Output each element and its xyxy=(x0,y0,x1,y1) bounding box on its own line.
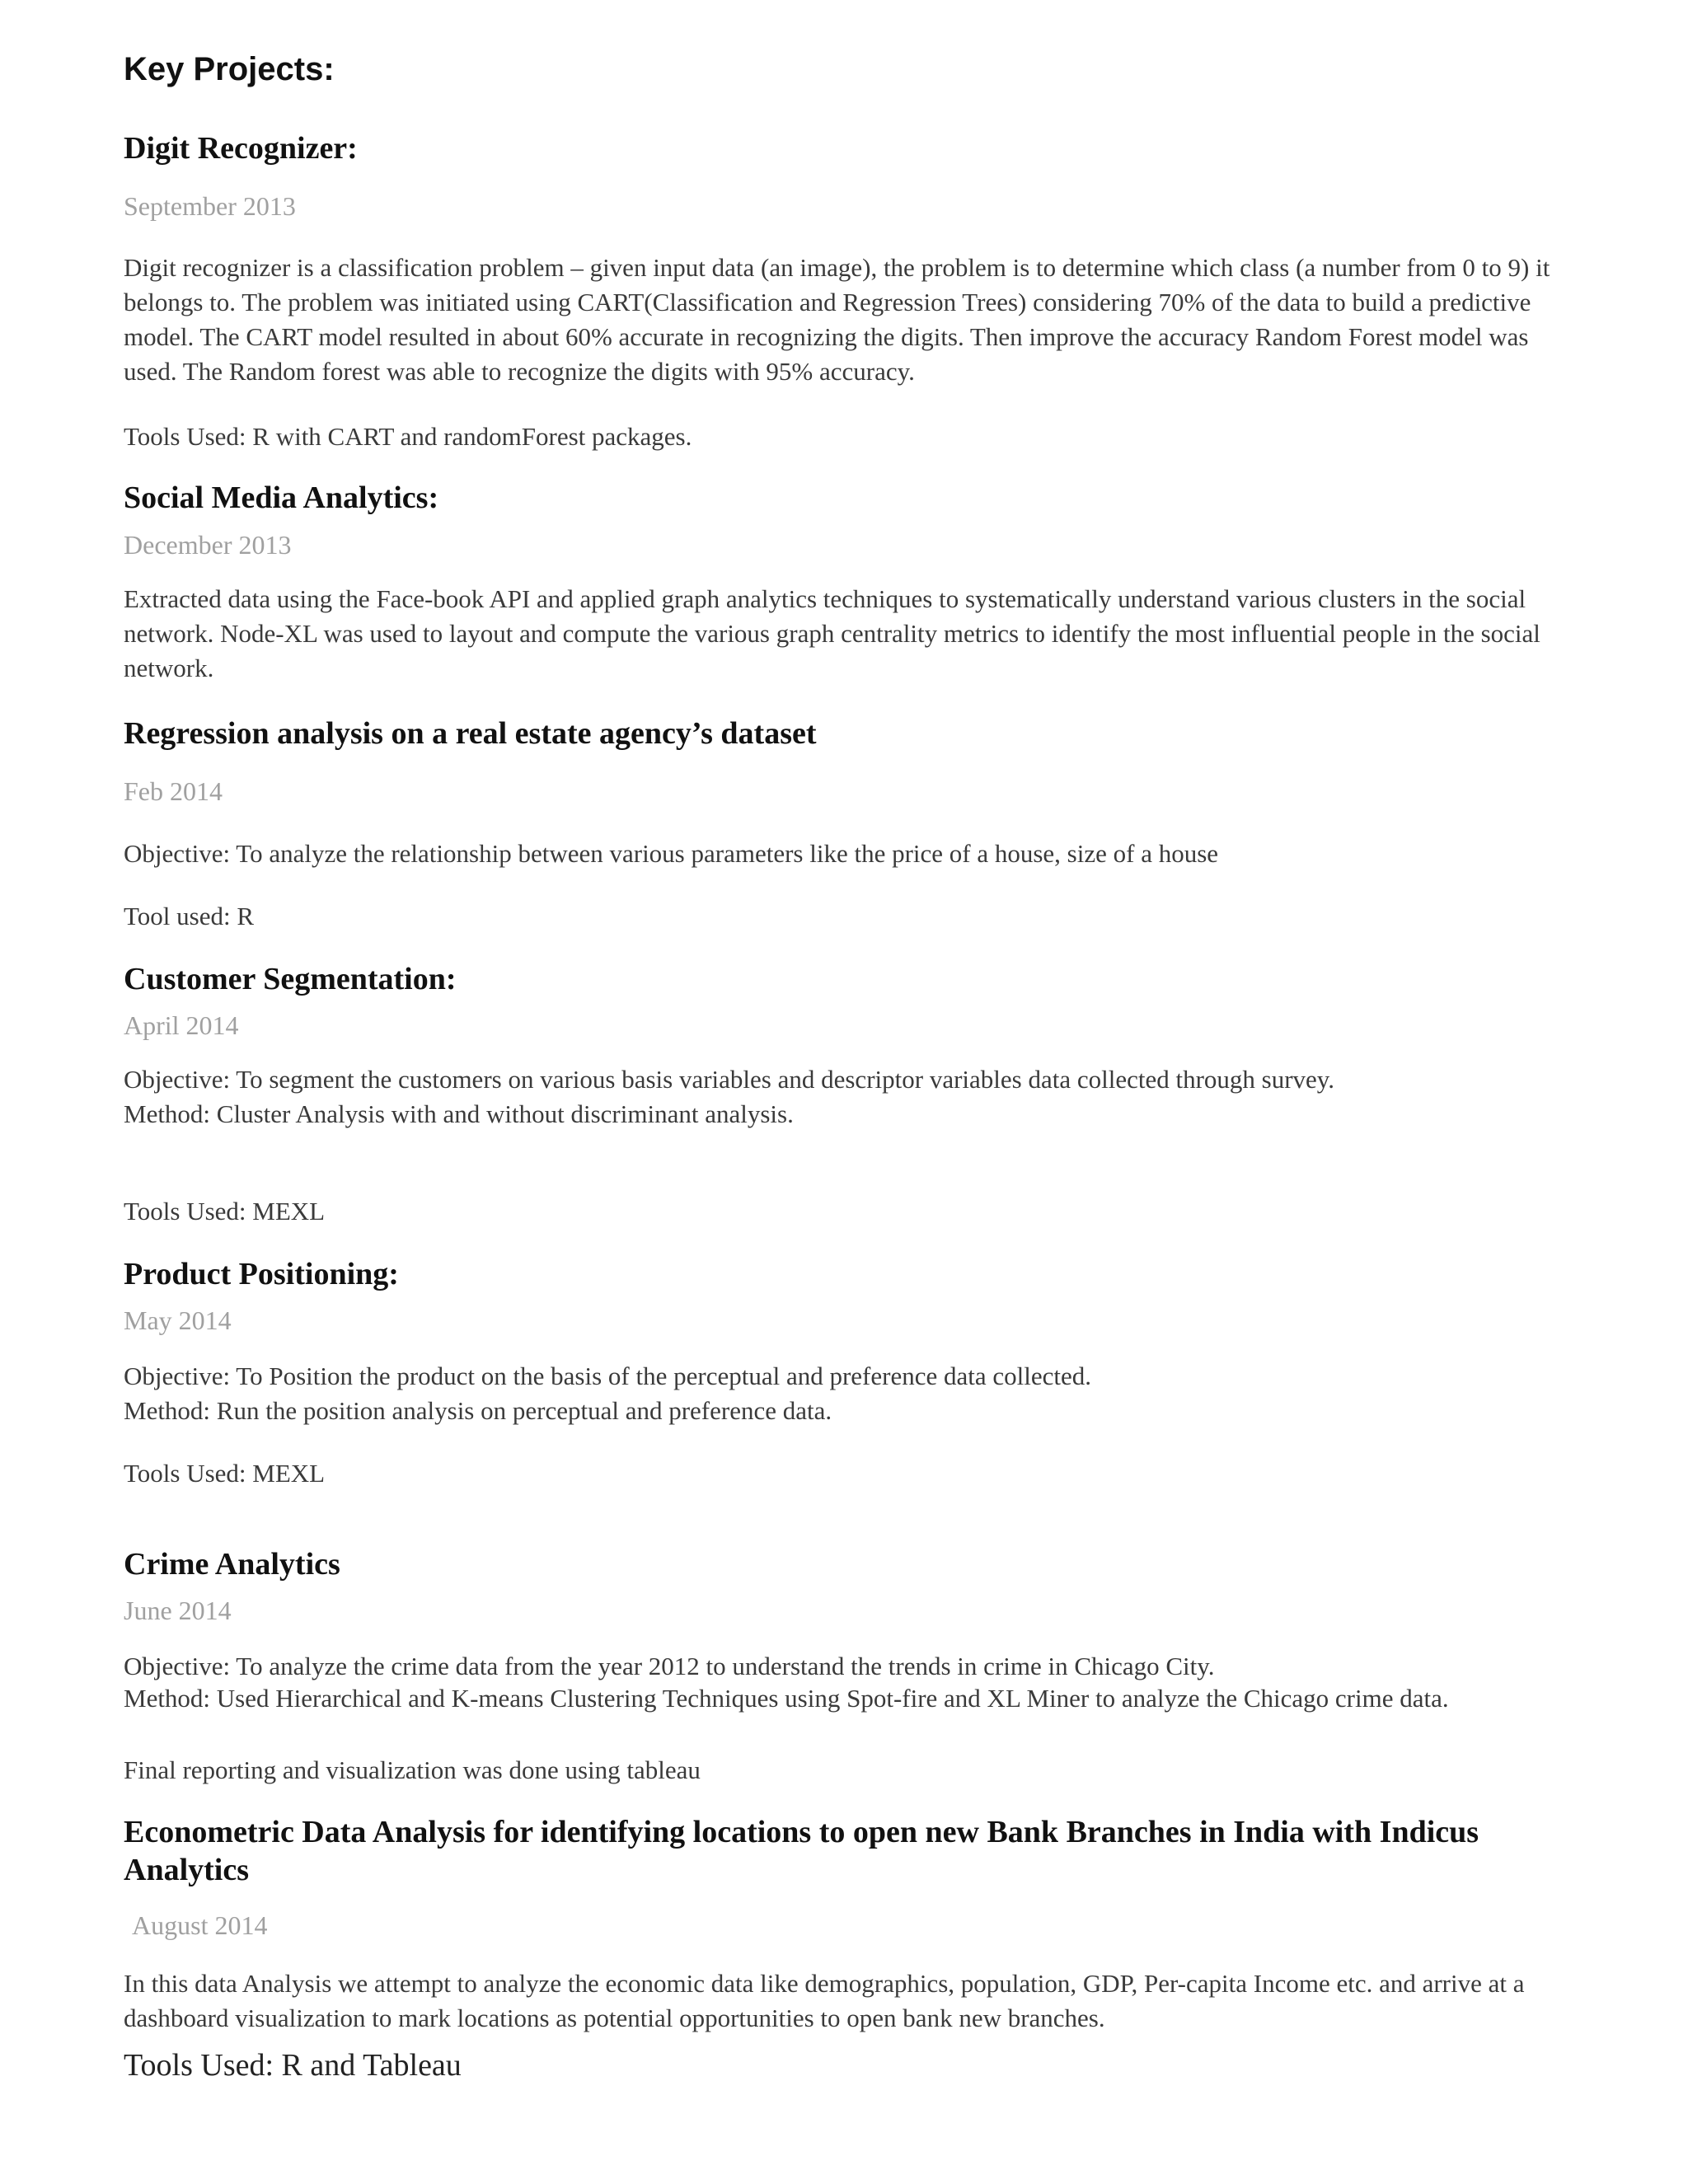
project-date-regression: Feb 2014 xyxy=(124,776,223,806)
project-objective-product-positioning: Objective: To Position the product on the basis of the perceptual and preference data collected. xyxy=(124,1361,1091,1390)
project-date-customer-segmentation: April 2014 xyxy=(124,1010,239,1040)
project-date-product-positioning: May 2014 xyxy=(124,1305,232,1335)
project-tools-digit-recognizer: Tools Used: R with CART and randomForest packages. xyxy=(124,422,692,451)
project-title-digit-recognizer: Digit Recognizer: xyxy=(124,131,358,166)
project-title-product-positioning: Product Positioning: xyxy=(124,1257,399,1291)
project-date-digit-recognizer: September 2013 xyxy=(124,191,296,221)
project-tools-product-positioning: Tools Used: MEXL xyxy=(124,1459,326,1488)
project-tools-econometric: Tools Used: R and Tableau xyxy=(124,2048,462,2083)
project-objective-customer-segmentation: Objective: To segment the customers on various basis variables and descriptor variables data collected through survey. xyxy=(124,1065,1335,1094)
project-method-customer-segmentation: Method: Cluster Analysis with and without discriminant analysis. xyxy=(124,1099,794,1128)
project-title-econometric: Econometric Data Analysis for identifying locations to open new Bank Branches in India with Indicus Analytics xyxy=(124,1815,1479,1887)
project-title-social-media: Social Media Analytics: xyxy=(124,480,439,515)
project-date-econometric: August 2014 xyxy=(132,1910,268,1940)
project-description-social-media: Extracted data using the Face-book API and applied graph analytics techniques to systematically understand various clusters in the social network. Node-XL was used to layout and compute the various graph centrality metrics to identify the most influential people in the social network. xyxy=(124,584,1540,682)
project-tools-customer-segmentation: Tools Used: MEXL xyxy=(124,1197,326,1226)
project-description-digit-recognizer: Digit recognizer is a classification problem – given input data (an image), the problem is to determine which class (a number from 0 to 9) it belongs to. The problem was initiated using CART(Classification and Regression Trees) considering 70% of the data to build a predictive model. The CART model resulted in about 60% accurate in recognizing the digits. Then improve the accuracy Random Forest model was used. The Random forest was able to recognize the digits with 95% accuracy. xyxy=(124,253,1550,386)
project-description-econometric: In this data Analysis we attempt to analyze the economic data like demographics, population, GDP, Per-capita Income etc. and arrive at a dashboard visualization to mark locations as potential opportunities to open bank new branches. xyxy=(124,1969,1525,2032)
project-objective-crime-analytics: Objective: To analyze the crime data from the year 2012 to understand the trends in crime in Chicago City. xyxy=(124,1652,1215,1680)
project-tools-regression: Tool used: R xyxy=(124,902,254,930)
project-title-customer-segmentation: Customer Segmentation: xyxy=(124,962,457,996)
section-heading: Key Projects: xyxy=(124,51,335,87)
project-date-crime-analytics: June 2014 xyxy=(124,1596,232,1625)
project-method-crime-analytics: Method: Used Hierarchical and K-means Clustering Techniques using Spot-fire and XL Miner to analyze the Chicago crime data. xyxy=(124,1684,1449,1713)
project-final-crime-analytics: Final reporting and visualization was done using tableau xyxy=(124,1755,701,1784)
project-method-product-positioning: Method: Run the position analysis on perceptual and preference data. xyxy=(124,1396,832,1425)
project-date-social-media: December 2013 xyxy=(124,530,292,560)
project-title-crime-analytics: Crime Analytics xyxy=(124,1547,340,1582)
project-title-regression: Regression analysis on a real estate agency’s dataset xyxy=(124,716,817,751)
project-objective-regression: Objective: To analyze the relationship between various parameters like the price of a house, size of a house xyxy=(124,839,1219,868)
